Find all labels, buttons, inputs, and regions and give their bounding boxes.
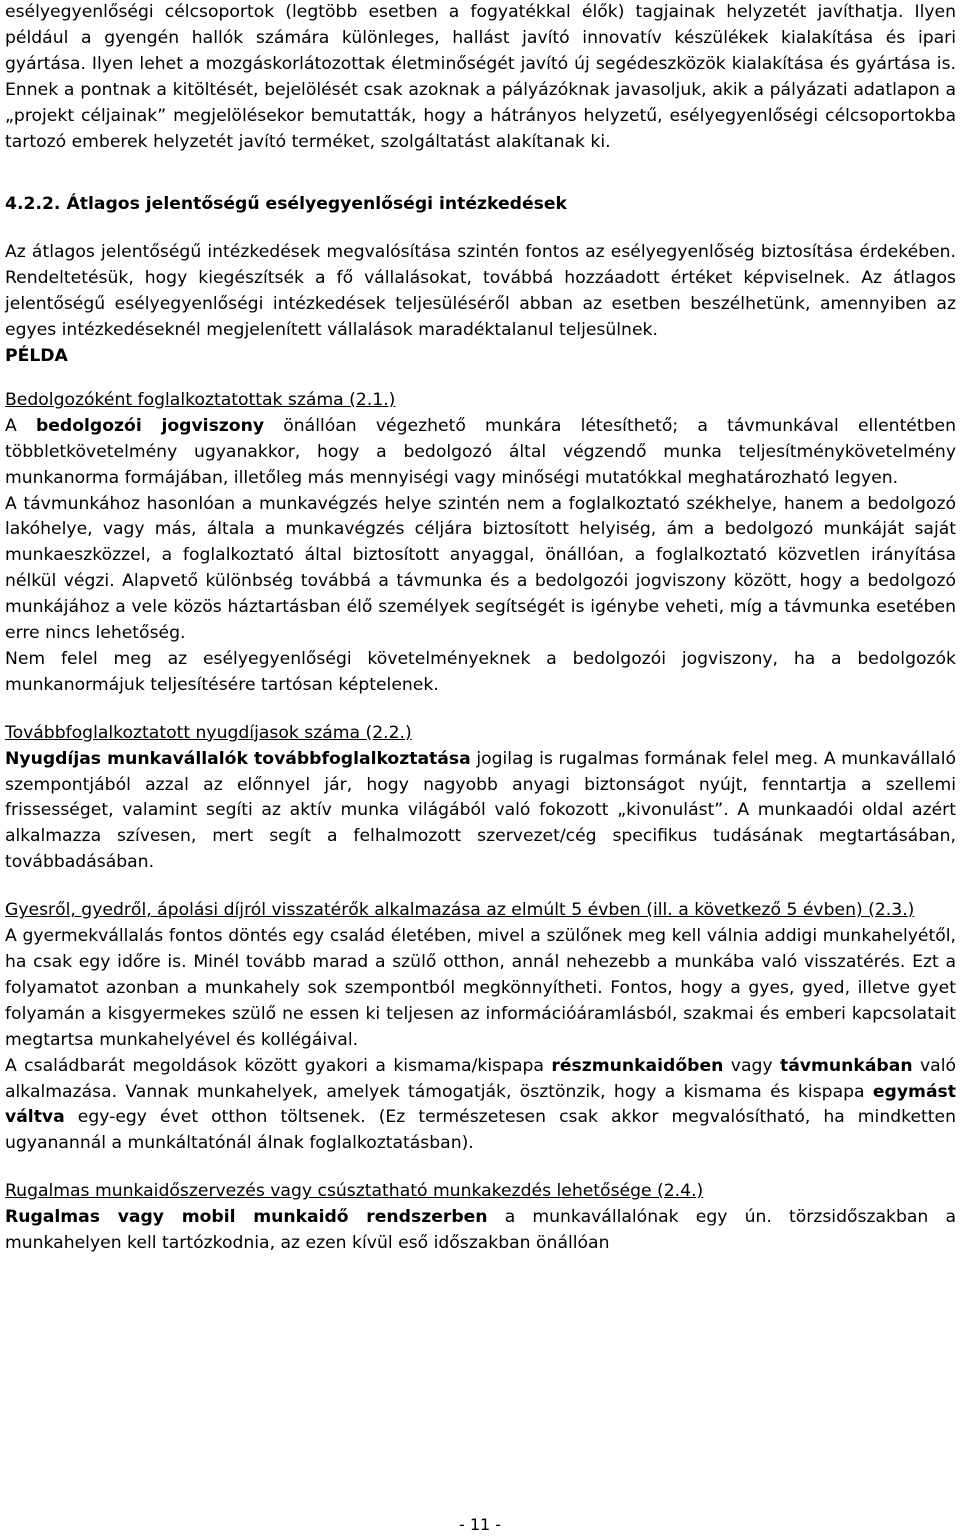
section-heading: 4.2.2. Átlagos jelentőségű esélyegyenlőségi intézkedések	[5, 194, 567, 215]
bold-term: Nyugdíjas munkavállalók továbbfoglalkoztatása	[5, 748, 471, 769]
paragraph-gyes-1: A gyermekvállalás fontos döntés egy család életében, mivel a szülőnek meg kell válnia addigi munkahelyétől, ha csak egy időre is. Minél tovább marad a szülő otthon, annál nehezebb a munkába való visszatérés. Ezt a folyamatot azonban a munkahely sok szempontból megkönnyítheti. Fontos, hogy a gyes, gyed, illetve gyet folyamán a kisgyermekes szülő ne essen ki teljesen az információáramlásból, szakmai és emberi kapcsolatait megtartsa munkahelyével és kollégáival.	[5, 926, 956, 1050]
bold-term: bedolgozói jogviszony	[35, 415, 265, 436]
document-page	[5, 0, 956, 1257]
text-run: önállóan végezhető munkára létesíthető; a távmunkával ellentétben többletkövetelmény ugyanakkor, hogy a bedolgozó által végzendő munka teljesítménykövetelmény munkanorma formájában, illetőleg más mennyiségi vagy minőségi mutatókkal meghatározható legyen.	[5, 415, 956, 488]
text-run: vagy	[723, 1055, 780, 1076]
section-paragraph: Az átlagos jelentőségű intézkedések megvalósítása szintén fontos az esélyegyenlőség biztosítása érdekében. Rendeltetésük, hogy kiegészítsék a fő vállalásokat, továbbá hozzáadott értéket képviselnek. Az átlagos jelentőségű esélyegyenlőségi intézkedések teljesüléséről abban az esetben beszélhetünk, amennyiben az egyes intézkedéseknél megjelenített vállalások maradéktalanul teljesülnek.	[5, 242, 956, 341]
example-label: PÉLDA	[5, 345, 68, 366]
bold-term: távmunkában	[779, 1055, 913, 1076]
paragraph-nyugdijas	[5, 747, 956, 877]
text-run: egy-egy évet otthon töltsenek. (Ez természetesen csak akkor megvalósítható, ha mindketten ugyanannál a munkáltatónál álnak foglalkoztatásban).	[5, 1107, 956, 1154]
paragraph-bedolgozo-1	[5, 414, 956, 492]
text-run: A családbarát megoldások között gyakori a kismama/kispapa	[5, 1055, 552, 1076]
paragraph-bedolgozo-2: A távmunkához hasonlóan a munkavégzés helye szintén nem a foglalkoztató székhelye, hanem a bedolgozó lakóhelye, vagy más, általa a munkavégzés céljára biztosított helyiség, ám a bedolgozó munkáját saját munkaeszközzel, a foglalkoztató által biztosított anyaggal, önállóan, a foglalkoztató közvetlen irányítása nélkül végzi. Alapvető különbség továbbá a távmunka és a bedolgozói jogviszony között, hogy a bedolgozó munkájához a vele közös háztartásban élő személyek segítségét is igénybe veheti, míg a távmunka esetében erre nincs lehetőség.	[5, 493, 956, 644]
text-run: a munkavállalónak egy ún. törzsidőszakban a munkahelyen kell tartózkodnia, az ezen kívül eső időszakban önállóan	[5, 1207, 956, 1254]
subsection-title-nyugdijas: Továbbfoglalkoztatott nyugdíjasok száma (2.2.)	[5, 722, 412, 743]
subsection-title-gyes: Gyesről, gyedről, ápolási díjról visszatérők alkalmazása az elmúlt 5 évben (ill. a következő 5 évben) (2.3.)	[5, 900, 915, 921]
paragraph-gyes-2	[5, 1054, 956, 1158]
bold-term: részmunkaidőben	[551, 1055, 724, 1076]
paragraph-rugalmas	[5, 1205, 956, 1257]
paragraph-bedolgozo-3: Nem felel meg az esélyegyenlőségi követelményeknek a bedolgozói jogviszony, ha a bedolgozók munkanormájuk teljesítésére tartósan képtelenek.	[5, 648, 956, 695]
page-number: - 11 -	[458, 1515, 502, 1534]
intro-paragraph: esélyegyenlőségi célcsoportok (legtöbb esetben a fogyatékkal élők) tagjainak helyzetét javíthatja. Ilyen például a gyengén hallók számára különleges, hallást javító innovatív készülékek kialakítása és ipari gyártása. Ilyen lehet a mozgáskorlátozottak életminőségét javító új segédeszközök kialakítása és gyártása is. Ennek a pontnak a kitöltését, bejelölését csak azoknak a pályázóknak javasoljuk, akik a pályázati adatlapon a „projekt céljainak” megjelölésekor bemutatták, hogy a hátrányos helyzetű, esélyegyenlőségi célcsoportokba tartozó emberek helyzetét javító terméket, szolgáltatást alakítanak ki.	[5, 2, 956, 152]
text-run: A	[5, 415, 36, 436]
subsection-title-bedolgozo: Bedolgozóként foglalkoztatottak száma (2.1.)	[5, 389, 396, 410]
subsection-title-rugalmas: Rugalmas munkaidőszervezés vagy csúsztatható munkakezdés lehetősége (2.4.)	[5, 1181, 704, 1202]
bold-term: egymást váltva	[5, 1081, 956, 1128]
text-run: jogilag is rugalmas formának felel meg. A munkavállaló szempontjából azzal az előnnyel jár, hogy nagyobb anyagi biztonságot nyújt, fenntartja a szellemi frissességet, valamint segíti az aktív munka világából való fokozott „kivonulást”. A munkaadói oldal azért alkalmazza szívesen, mert segít a felhalmozott szervezet/cég specifikus tudásának megtartásában, továbbadásában.	[5, 748, 957, 873]
bold-term: Rugalmas vagy mobil munkaidő rendszerben	[5, 1207, 488, 1228]
text-run: való alkalmazása. Vannak munkahelyek, amelyek támogatják, ösztönzik, hogy a kismama és kispapa	[5, 1055, 956, 1102]
